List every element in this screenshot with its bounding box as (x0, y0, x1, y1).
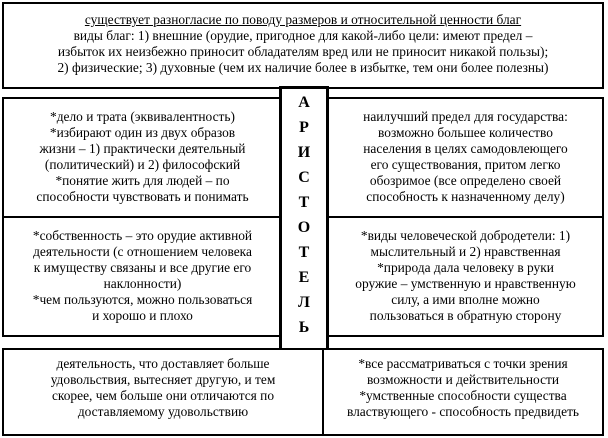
left-top-line: *дело и трата (эквивалентность) (50, 109, 235, 124)
right-top-line: способность к назначенному делу) (366, 189, 565, 204)
center-letter: Л (298, 294, 310, 311)
right-mid-line: оружие – умственную и нравственную (355, 276, 576, 291)
left-mid-box (2, 216, 283, 337)
right-mid-line: пользоваться в обратную сторону (369, 308, 562, 323)
center-letter: Р (299, 119, 309, 136)
top-line: виды благ: 1) внешние (орудие, пригодное для какой-либо цели: имеют предел – (73, 28, 533, 43)
center-letter: Е (298, 269, 310, 286)
left-mid-text (6, 228, 279, 324)
center-vertical-box (279, 86, 329, 352)
right-mid-line: силу, а ими вполне можно (391, 292, 540, 307)
left-mid-line: к имуществу связаны и все другие его (33, 260, 252, 275)
left-mid-line: и хорошо и плохо (92, 308, 193, 323)
left-top-line: *избирают один из двух образов (49, 125, 236, 140)
bottom-left-text (6, 356, 320, 420)
left-top-text (6, 109, 279, 205)
left-top-line: (политический) и 2) философский (44, 157, 241, 172)
bottom-left-box (2, 348, 324, 436)
right-top-line: населения в целях самодовлеющего (363, 141, 568, 156)
left-mid-line: деятельности (с отношением человека (33, 244, 252, 259)
bottom-right-box (322, 348, 604, 436)
left-mid-line: наклонности) (103, 276, 182, 291)
center-letter: Т (298, 194, 310, 211)
top-box (2, 2, 604, 89)
bottom-right-line: властвующего - способность предвидеть (346, 404, 580, 419)
right-top-line: наилучший предел для государства: (363, 109, 568, 124)
left-mid-line: *чем пользуются, можно пользоваться (32, 292, 253, 307)
left-top-line: жизни – 1) практически деятельный (39, 141, 246, 156)
bottom-left-line: деятельность, что доставляет больше (56, 356, 270, 371)
top-line: 2) физические; 3) духовные (чем их наличие более в избытке, тем они более полезны) (57, 60, 549, 75)
center-letter: А (298, 94, 310, 111)
center-letter: И (297, 144, 311, 161)
top-line: избыток их неизбежно приносит обладателям вред или не приносит никакой пользы); (57, 44, 549, 59)
right-top-line: обозримое (все определено своей (369, 173, 562, 188)
right-mid-line: мыслительный и 2) нравственная (370, 244, 561, 259)
left-top-line: способности чувствовать и понимать (36, 189, 249, 204)
bottom-left-line: скорее, чем больше они отличаются по (51, 388, 275, 403)
bottom-right-text (326, 356, 600, 420)
bottom-right-line: возможности и действительности (366, 372, 560, 387)
right-mid-line: *природа дала человеку в руки (377, 260, 554, 275)
center-letter: С (298, 169, 310, 186)
left-top-box (2, 97, 283, 218)
bottom-right-line: *умственные способности существа (359, 388, 567, 403)
top-title: существует разногласие по поводу размеров и относительной ценности благ (84, 12, 522, 27)
center-letter: О (297, 219, 311, 236)
bottom-right-line: *все рассматриваться с точки зрения (358, 356, 568, 371)
right-mid-box (327, 216, 604, 337)
bottom-left-line: удовольствия, вытесняет другую, и тем (50, 372, 276, 387)
right-top-line: возможно большее количество (378, 125, 553, 140)
right-top-box (327, 97, 604, 218)
center-letter: Т (298, 244, 310, 261)
right-mid-text (331, 228, 600, 324)
left-top-line: *понятие жить для людей – по (55, 173, 230, 188)
top-text (8, 12, 598, 76)
right-top-line: его существования, притом легко (370, 157, 561, 172)
bottom-left-line: доставляемому удовольствию (77, 404, 249, 419)
right-top-text (331, 109, 600, 205)
center-letter: Ь (298, 319, 310, 336)
right-mid-line: *виды человеческой добродетели: 1) (360, 228, 571, 243)
left-mid-line: *собственность – это орудие активной (32, 228, 253, 243)
